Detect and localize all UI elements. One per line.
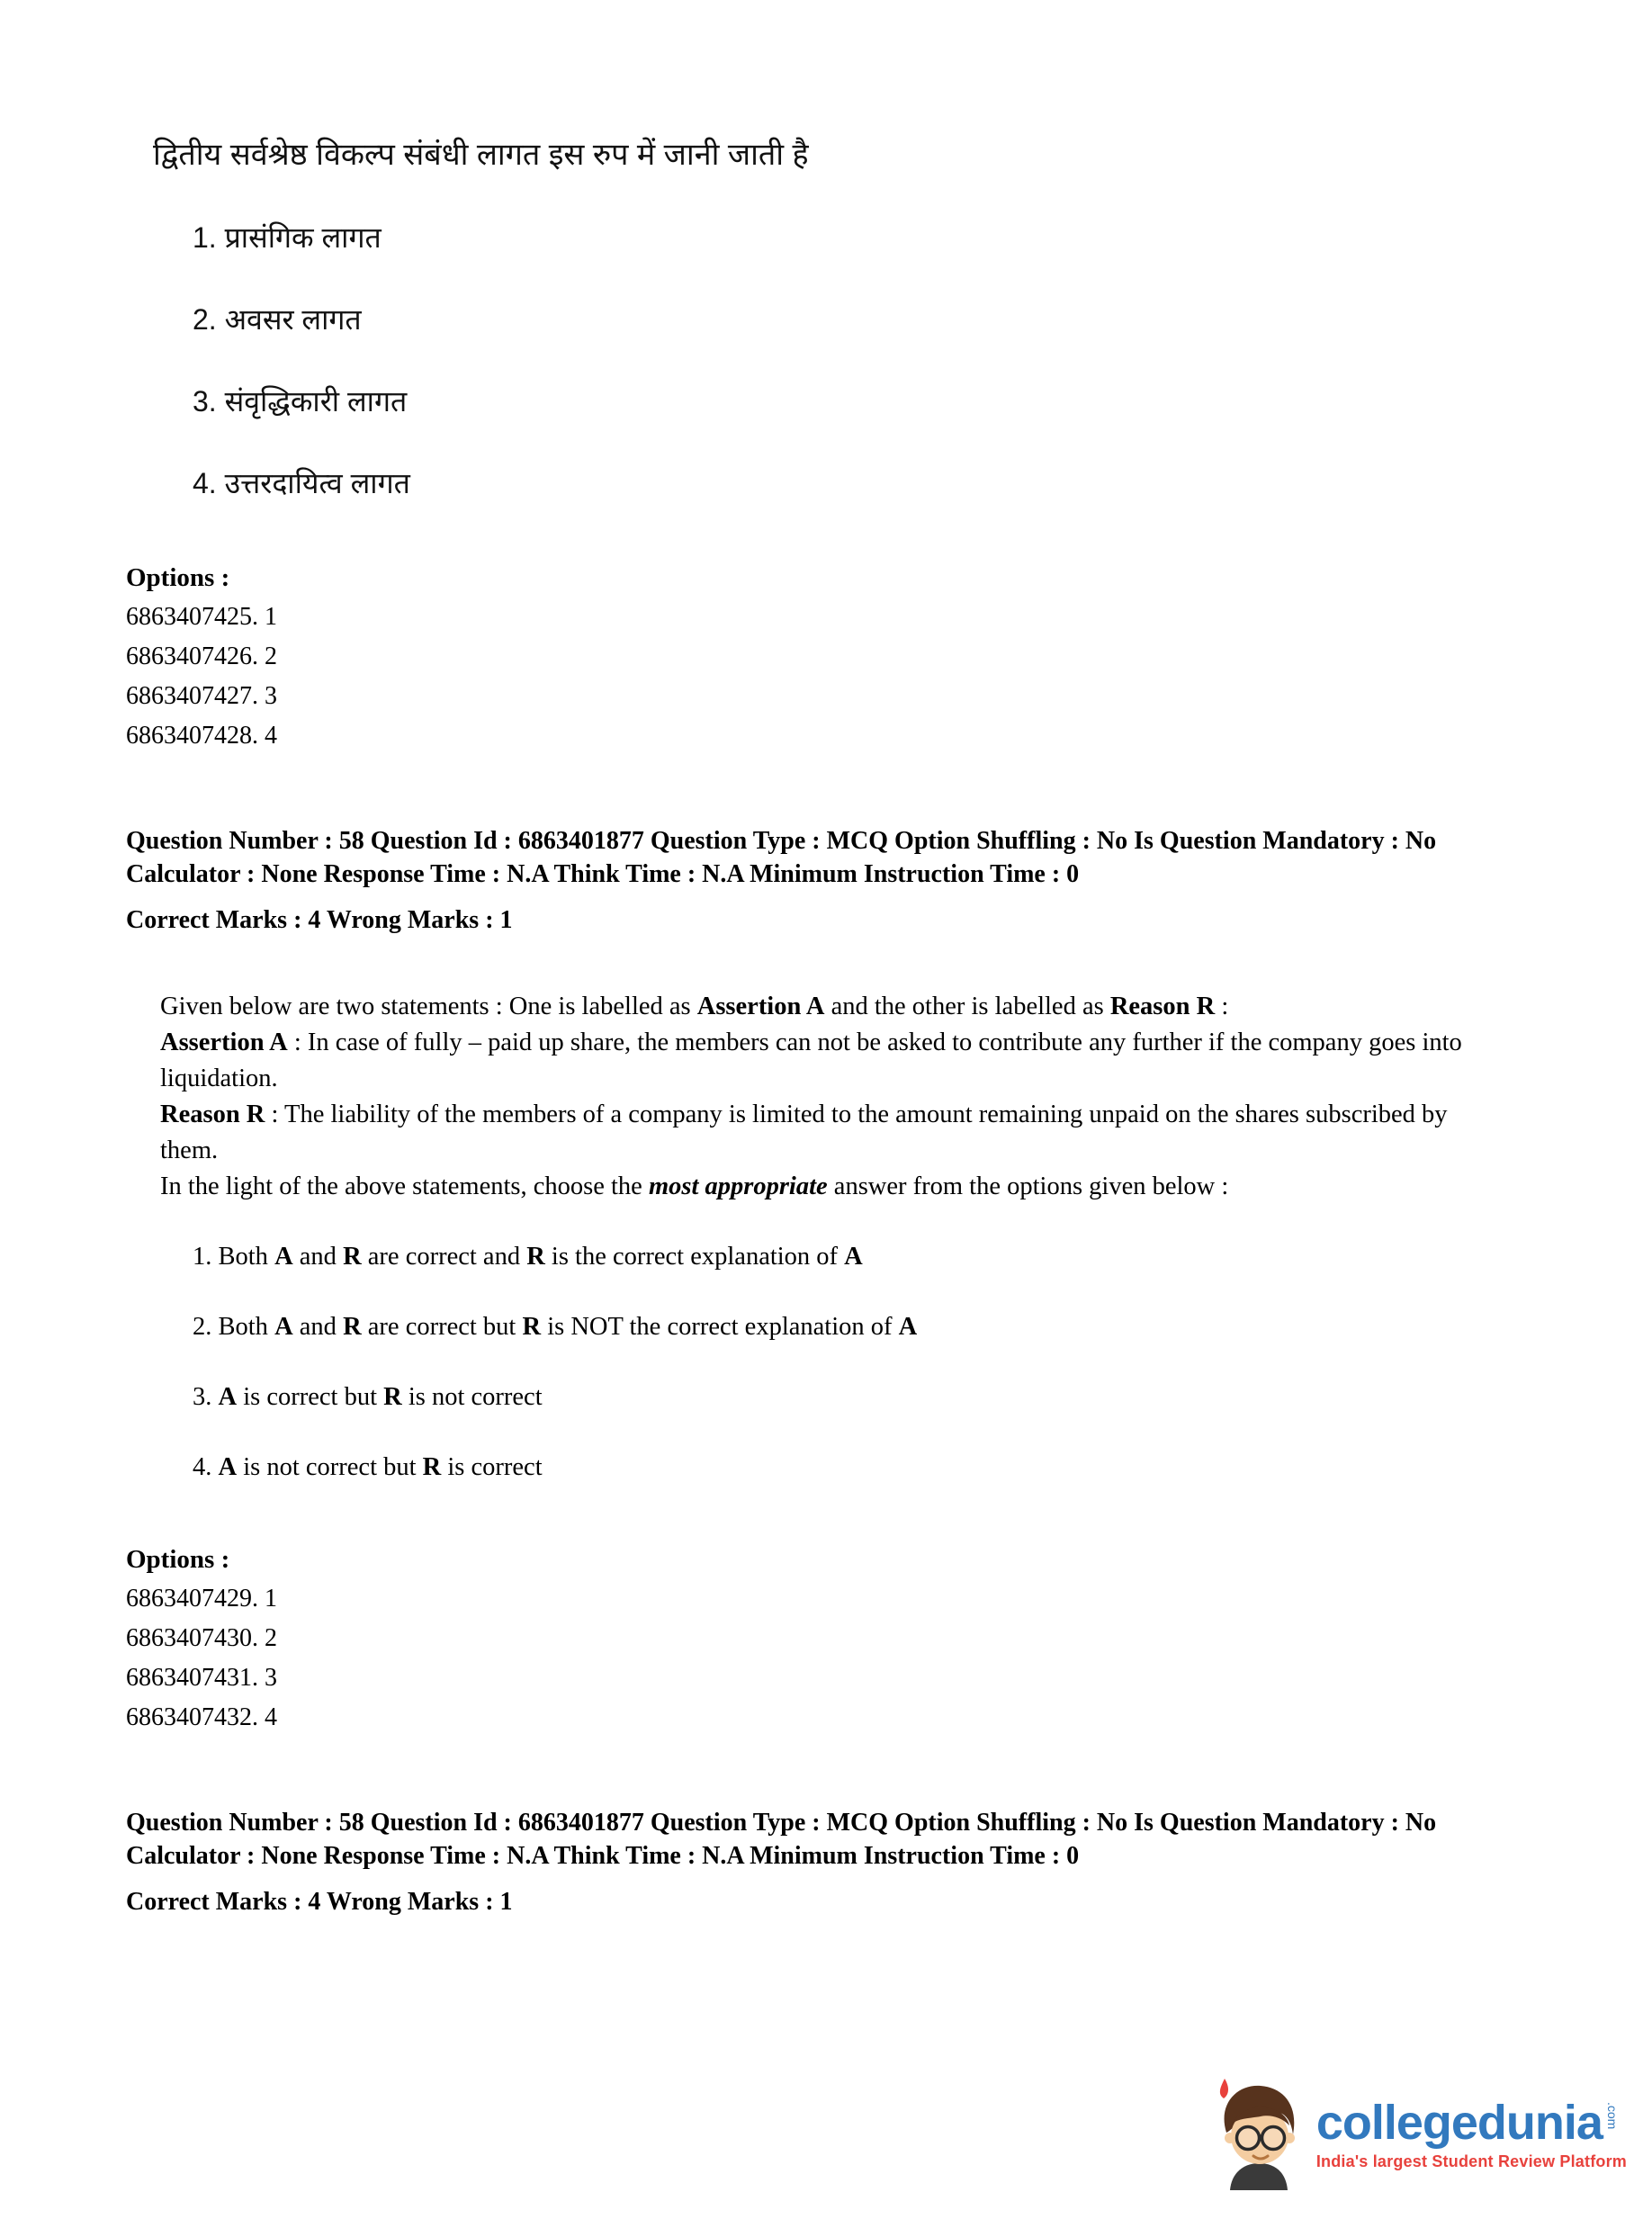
statement-intro: Given below are two statements : One is labelled as Assertion A and the other is labelled as Reason R : [160,993,1229,1020]
options-label: Options : [126,563,230,592]
english-choice-4: 4. A is not correct but R is correct [193,1453,543,1481]
assertion-statement: Assertion A : In case of fully – paid up share, the members can not be asked to contribute any further if the company goes into liquidation. [160,1029,1462,1092]
question-marks-line: Correct Marks : 4 Wrong Marks : 1 [126,1888,513,1916]
choose-instruction: In the light of the above statements, choose the most appropriate answer from the options given below : [160,1172,1229,1200]
option-id-2: 6863407426. 2 [126,642,277,670]
question-marks-line: Correct Marks : 4 Wrong Marks : 1 [126,906,513,934]
hindi-choice-4: 4. उत्तरदायित्व लागत [193,467,410,499]
collegedunia-logo [1210,2077,1627,2190]
next-question-meta-header [126,1806,1544,1918]
hindi-choice-2: 2. अवसर लागत [193,303,362,336]
assertion-reason-paragraph [160,989,1487,1205]
brand-name: collegedunia [1315,2095,1603,2150]
option-id-4: 6863407432. 4 [126,1703,277,1731]
english-choice-3: 3. A is correct but R is not correct [193,1383,543,1411]
options-label: Options : [126,1545,230,1574]
option-id-3: 6863407427. 3 [126,682,277,710]
mascot-icon [1210,2077,1304,2190]
hindi-choice-1: 1. प्रासंगिक लागत [193,221,382,254]
reason-statement: Reason R : The liability of the members of a company is limited to the amount remaining unpaid on the shares subscribed by them. [160,1101,1448,1164]
question-meta-line: Question Number : 58 Question Id : 6863401877 Question Type : MCQ Option Shuffling : No Is Question Mandatory : No Calculator : None Response Time : N.A Think Time : N.A Minimum Instruction Time : 0 [126,827,1437,888]
question-58-body [126,989,1544,1738]
english-choice-2: 2. Both A and R are correct but R is NOT the correct explanation of A [193,1313,918,1341]
option-id-3: 6863407431. 3 [126,1664,277,1692]
question-meta-line: Question Number : 58 Question Id : 6863401877 Question Type : MCQ Option Shuffling : No Is Question Mandatory : No Calculator : None Response Time : N.A Think Time : N.A Minimum Instruction Time : 0 [126,1809,1437,1870]
question-57-tail [126,133,1544,756]
english-choice-1: 1. Both A and R are correct and R is the correct explanation of A [193,1243,863,1271]
option-id-2: 6863407430. 2 [126,1624,277,1652]
brand-tld: .com [1604,2101,1620,2129]
option-id-4: 6863407428. 4 [126,722,277,750]
option-id-1: 6863407429. 1 [126,1585,277,1613]
question-stem-hindi: द्वितीय सर्वश्रेष्ठ विकल्प संबंधी लागत इस रुप में जानी जाती है [153,138,809,172]
brand-row [1316,2097,1627,2149]
brand-block [1316,2097,1627,2171]
option-id-1: 6863407425. 1 [126,603,277,631]
question-58-meta-header [126,824,1544,937]
hindi-choice-3: 3. संवृद्धिकारी लागत [193,385,408,418]
brand-tagline: India's largest Student Review Platform [1315,2152,1627,2170]
